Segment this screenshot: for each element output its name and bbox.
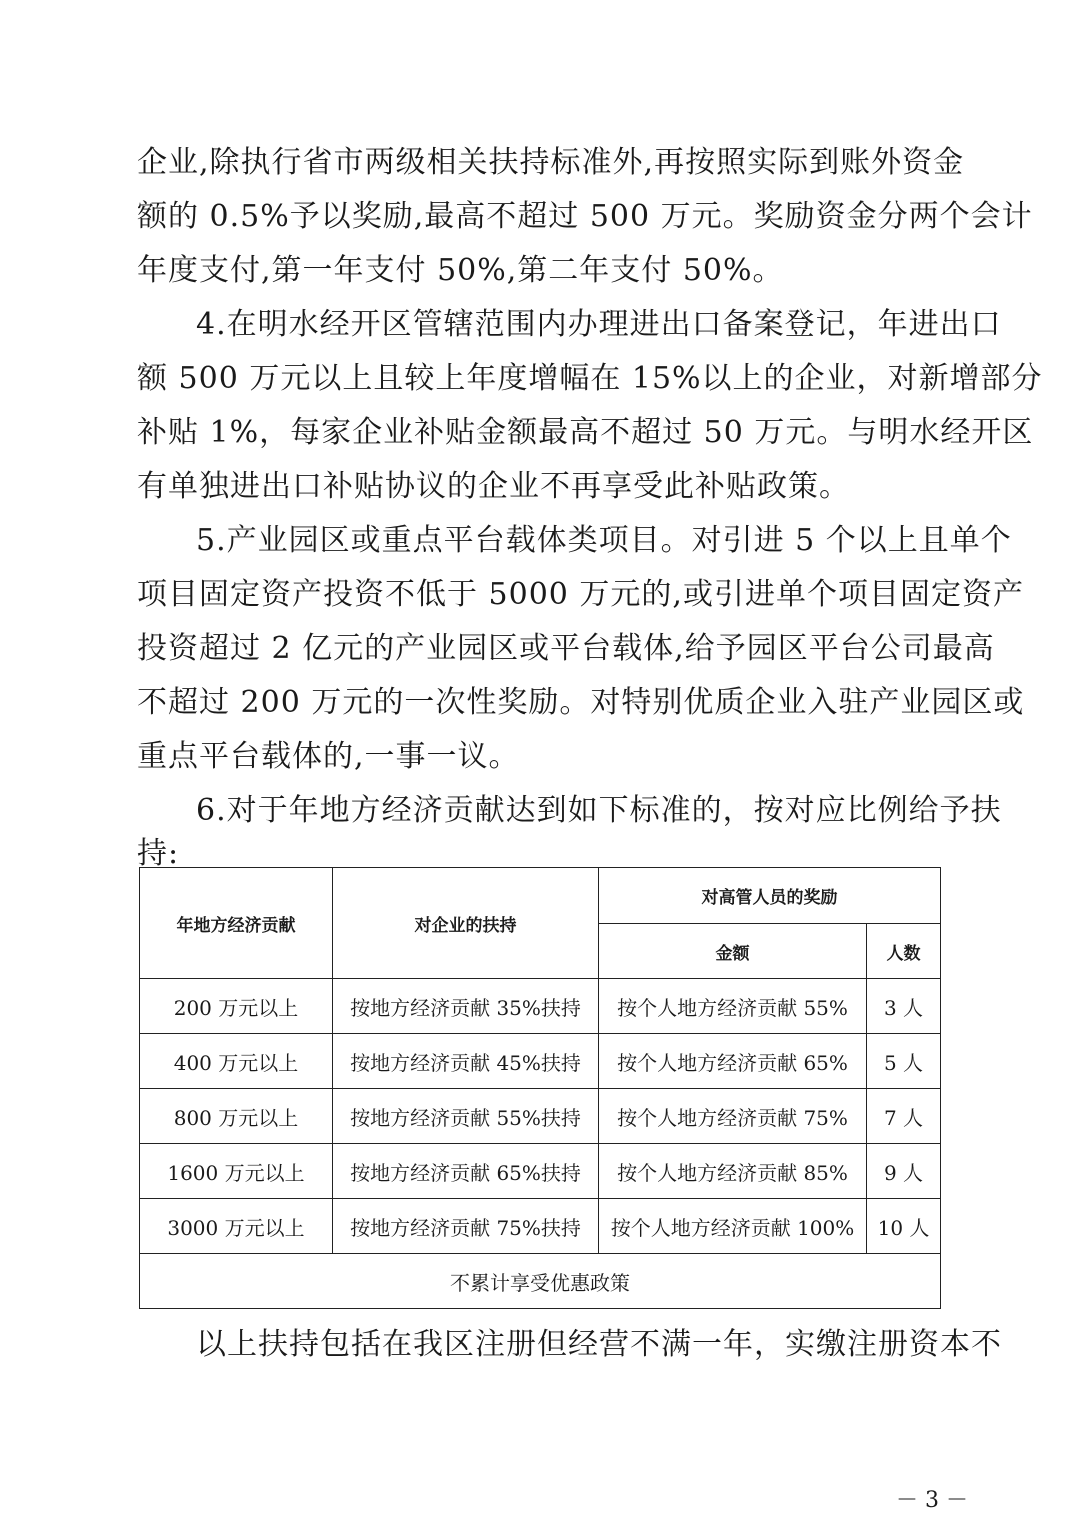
cell-count: 3 人 (867, 979, 941, 1034)
cell-enterprise: 按地方经济贡献 35%扶持 (333, 979, 599, 1034)
paragraph-line: 以上扶持包括在我区注册但经营不满一年，实缴注册资本不 (196, 1327, 1002, 1362)
paragraph-line: 项目固定资产投资不低于 5000 万元的,或引进单个项目固定资产 (137, 577, 1024, 612)
paragraph-line: 持: (137, 836, 180, 871)
paragraph-line: 投资超过 2 亿元的产业园区或平台载体,给予园区平台公司最高 (137, 631, 995, 666)
support-table (139, 867, 941, 1309)
header-amount: 金额 (599, 924, 867, 979)
cell-count: 7 人 (867, 1089, 941, 1144)
paragraph-line: 重点平台载体的,一事一议。 (137, 739, 520, 774)
table-row (140, 1199, 941, 1254)
paragraph-line: 补贴 1%，每家企业补贴金额最高不超过 50 万元。与明水经开区 (137, 415, 1034, 450)
header-contribution: 年地方经济贡献 (140, 868, 333, 979)
paragraph-line: 4.在明水经开区管辖范围内办理进出口备案登记，年进出口 (196, 307, 1002, 342)
cell-count: 5 人 (867, 1034, 941, 1089)
cell-amount: 按个人地方经济贡献 85% (599, 1144, 867, 1199)
cell-amount: 按个人地方经济贡献 55% (599, 979, 867, 1034)
paragraph-line: 不超过 200 万元的一次性奖励。对特别优质企业入驻产业园区或 (137, 685, 1025, 720)
header-enterprise-support: 对企业的扶持 (333, 868, 599, 979)
paragraph-line: 额 500 万元以上且较上年度增幅在 15%以上的企业，对新增部分 (137, 361, 1043, 396)
cell-count: 9 人 (867, 1144, 941, 1199)
header-count: 人数 (867, 924, 941, 979)
table-row (140, 1144, 941, 1199)
cell-enterprise: 按地方经济贡献 75%扶持 (333, 1199, 599, 1254)
cell-contribution: 1600 万元以上 (140, 1144, 333, 1199)
cell-contribution: 400 万元以上 (140, 1034, 333, 1089)
paragraph-line: 企业,除执行省市两级相关扶持标准外,再按照实际到账外资金 (137, 145, 965, 180)
cell-enterprise: 按地方经济贡献 65%扶持 (333, 1144, 599, 1199)
table-row (140, 1089, 941, 1144)
cell-contribution: 3000 万元以上 (140, 1199, 333, 1254)
paragraph-line: 额的 0.5%予以奖励,最高不超过 500 万元。奖励资金分两个会计 (137, 199, 1033, 234)
table-row (140, 1034, 941, 1089)
cell-contribution: 800 万元以上 (140, 1089, 333, 1144)
table-row (140, 979, 941, 1034)
cell-amount: 按个人地方经济贡献 100% (599, 1199, 867, 1254)
cell-contribution: 200 万元以上 (140, 979, 333, 1034)
paragraph-line: 有单独进出口补贴协议的企业不再享受此补贴政策。 (137, 469, 850, 504)
paragraph-line: 6.对于年地方经济贡献达到如下标准的，按对应比例给予扶 (196, 793, 1002, 828)
cell-amount: 按个人地方经济贡献 75% (599, 1089, 867, 1144)
cell-amount: 按个人地方经济贡献 65% (599, 1034, 867, 1089)
table-footer-note: 不累计享受优惠政策 (140, 1254, 941, 1309)
cell-count: 10 人 (867, 1199, 941, 1254)
paragraph-line: 年度支付,第一年支付 50%,第二年支付 50%。 (137, 253, 784, 288)
paragraph-line: 5.产业园区或重点平台载体类项目。对引进 5 个以上且单个 (196, 523, 1012, 558)
page-number: － 3 － (896, 1488, 968, 1513)
cell-enterprise: 按地方经济贡献 45%扶持 (333, 1034, 599, 1089)
header-executive-reward: 对高管人员的奖励 (599, 868, 941, 924)
cell-enterprise: 按地方经济贡献 55%扶持 (333, 1089, 599, 1144)
